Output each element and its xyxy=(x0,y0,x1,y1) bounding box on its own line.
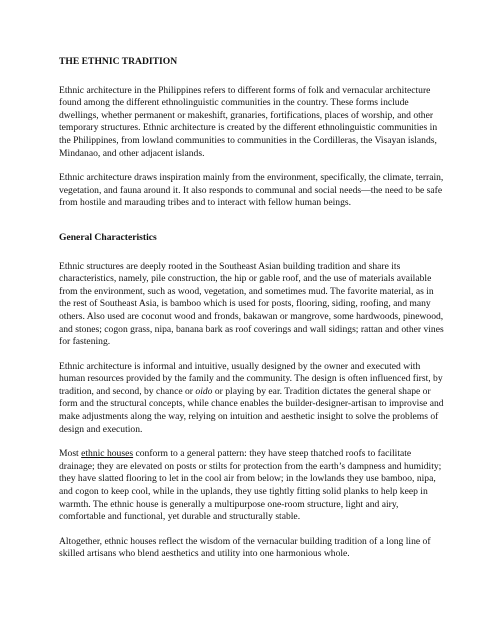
document-body xyxy=(59,56,444,573)
intro-paragraph-1: Ethnic architecture in the Philippines refers to different forms of folk and vernacular architecture found among the different ethnolinguistic communities in the country. These forms include dwellings, whether permanent or makeshift, granaries, fortifications, places of worship, and other temporary structures. Ethnic architecture is created by the different ethnolinguistic communities in the Philippines, from lowland communities to communities in the Cordilleras, the Visayan islands, Mindanao, and other adjacent islands. xyxy=(59,84,438,159)
intro-paragraph-2: Ethnic architecture draws inspiration mainly from the environment, specifically, the climate, terrain, vegetation, and fauna around it. It also responds to communal and social needs—the need to be safe from hostile and marauding tribes and to interact with fellow human beings. xyxy=(59,172,444,209)
paragraph-text: Ethnic architecture is informal and intuitive, usually designed by the owner and executed with human resources provided by the family and the community. The design is often influenced first, by tradition, and second, by chance or xyxy=(59,360,443,397)
ethnic-houses-link[interactable]: ethnic houses xyxy=(81,448,134,460)
section-paragraph-3 xyxy=(59,448,444,524)
section-paragraph-4: Altogether, ethnic houses reflect the wisdom of the vernacular building tradition of a long line of skilled artisans who blend aesthetics and utility into one harmonious whole. xyxy=(59,535,431,560)
paragraph-text: Most xyxy=(59,448,82,460)
paragraph-text: or playing by ear. Tradition dictates the general shape or form and the structural concepts, while chance enables the builder-designer-artisan to improvise and make adjustments along the way, relying on intuition and aesthetic insight to solve the problems of design and execution. xyxy=(59,385,444,435)
section-paragraph-1: Ethnic structures are deeply rooted in the Southeast Asian building tradition and share its characteristics, namely, pile construction, the hip or gable roof, and the use of materials available from the environment, such as wood, vegetation, and sometimes mud. The favorite material, as in the rest of Southeast Asia, is bamboo which is used for posts, flooring, siding, roofing, and many others. Also used are coconut wood and fronds, bakawan or mangrove, some hardwoods, pinewood, and stones; cogon grass, nipa, banana bark as roof coverings and wall sidings; rattan and other vines for fastening. xyxy=(59,260,444,348)
section-paragraph-2 xyxy=(59,361,444,437)
italic-term: oido xyxy=(195,385,213,397)
document-title: THE ETHNIC TRADITION xyxy=(59,56,178,67)
paragraph-text: conform to a general pattern: they have steep thatched roofs to facilitate drainage; they are elevated on posts or stilts for protection from the earth’s dampness and humidity; they have slatted flooring to let in the cool air from below; in the lowlands they use bamboo, nipa, and cogon to keep cool, while in the uplands, they use tightly fitting solid planks to help keep in warmth. The ethnic house is generally a multipurpose one-room structure, light and airy, comfortable and functional, yet durable and structurally stable. xyxy=(59,448,442,523)
section-heading: General Characteristics xyxy=(59,231,157,243)
